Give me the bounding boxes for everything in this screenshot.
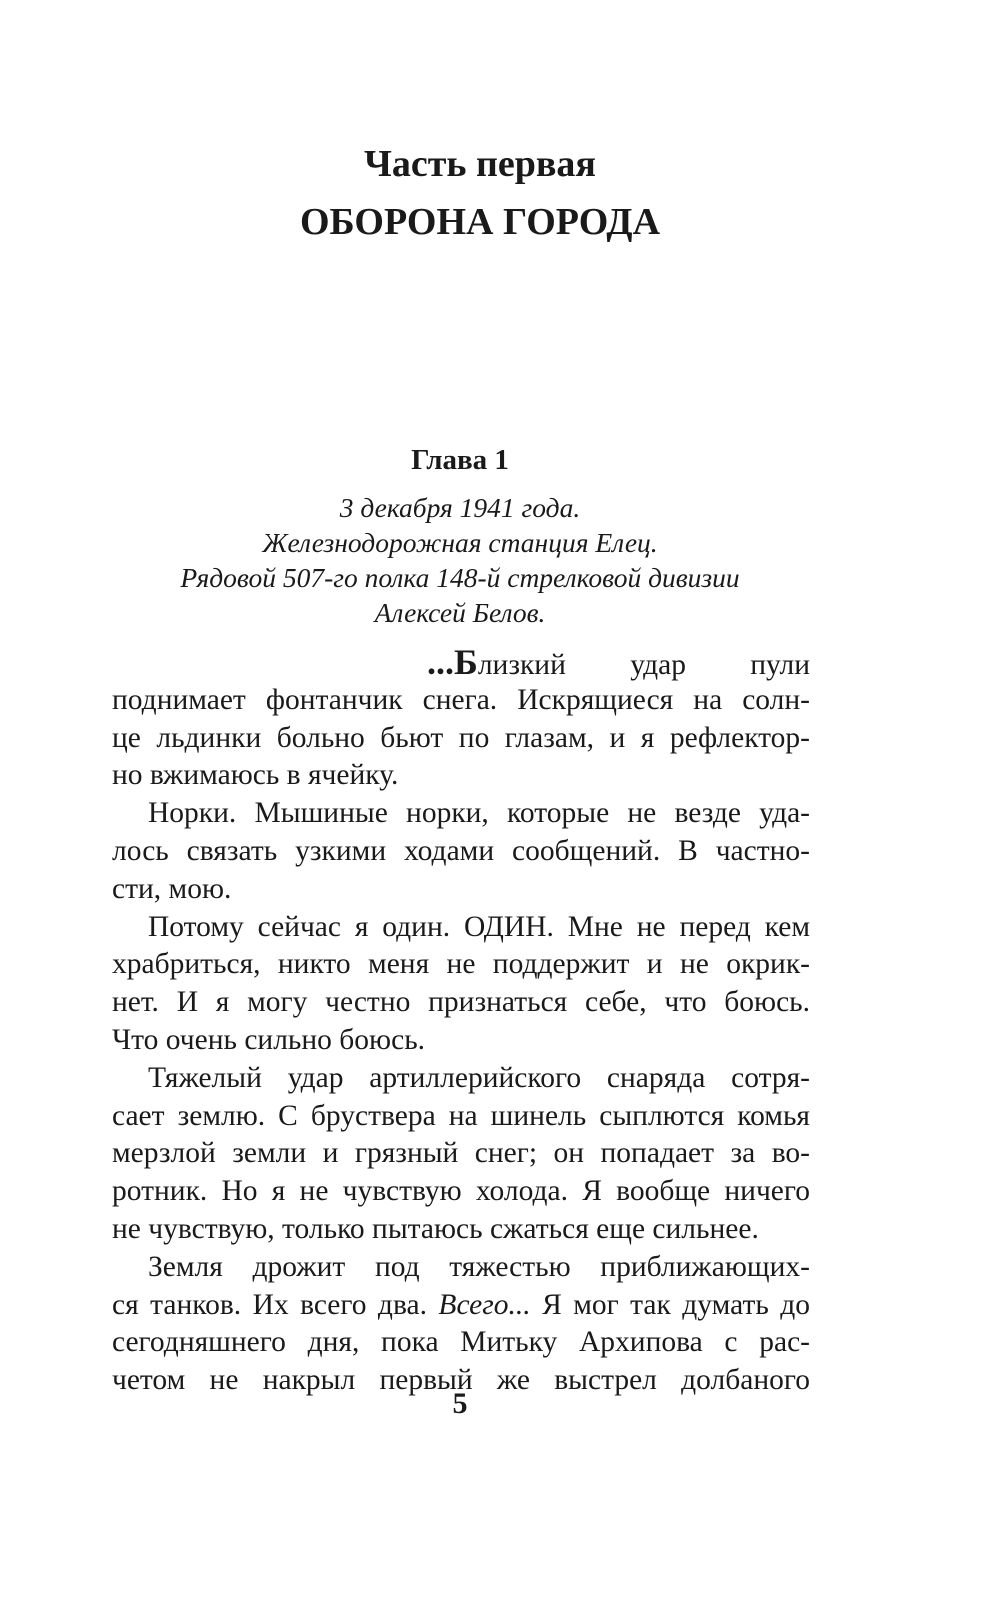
text-line: четом не накрыл первый же выстрел долбаного bbox=[112, 1364, 810, 1397]
text-line: сти, мою. bbox=[112, 872, 232, 905]
drop-letter: Б bbox=[454, 642, 478, 682]
chapter-title: Глава 1 bbox=[411, 444, 509, 476]
text-line: не чувствую, только пытаюсь сжаться еще сильнее. bbox=[112, 1212, 759, 1245]
text-line bbox=[112, 644, 810, 682]
text-line: це льдинки больно бьют по глазам, и я рефлектор- bbox=[112, 721, 810, 754]
part-subtitle: ОБОРОНА ГОРОДА bbox=[299, 201, 661, 243]
text-line: Потому сейчас я один. ОДИН. Мне не перед кем bbox=[148, 910, 810, 943]
text-line: поднимает фонтанчик снега. Искрящиеся на солн- bbox=[112, 683, 810, 716]
text-line: Норки. Мышиные норки, которые не везде уда- bbox=[148, 797, 810, 830]
part-title: Часть первая bbox=[364, 143, 596, 185]
epigraph-line: Железнодорожная станция Елец. bbox=[262, 527, 658, 558]
text-line: мерзлой земли и грязный снег; он попадает за во- bbox=[112, 1137, 810, 1170]
text-line: храбриться, никто меня не поддержит и не окрик- bbox=[112, 948, 810, 981]
epigraph-line: Алексей Белов. bbox=[374, 597, 546, 628]
text-line: Тяжелый удар артиллерийского снаряда сотря- bbox=[148, 1061, 810, 1094]
text-line-part: ся танков. Их всего два. bbox=[112, 1288, 427, 1321]
text-line: сает землю. С бруствера на шинель сыплются комья bbox=[112, 1099, 810, 1132]
text-line: лось связать узкими ходами сообщений. В частно- bbox=[112, 834, 810, 867]
italic-word: Всего... bbox=[438, 1288, 531, 1321]
text-line: Земля дрожит под тяжестью приближающих- bbox=[148, 1250, 810, 1283]
text-line-part: Я мог так думать до bbox=[542, 1288, 811, 1321]
text-line: Что очень сильно боюсь. bbox=[112, 1023, 426, 1056]
text-line-content: лизкий удар пули bbox=[477, 649, 810, 681]
text-line: ротник. Но я не чувствую холода. Я вообще ничего bbox=[112, 1175, 810, 1208]
page-number: 5 bbox=[452, 1387, 468, 1420]
body-text bbox=[112, 644, 810, 1400]
chapter-epigraph bbox=[112, 490, 808, 630]
text-line: но вжимаюсь в ячейку. bbox=[112, 759, 399, 792]
opening-ellipsis: ... bbox=[427, 642, 454, 682]
epigraph-line: 3 декабря 1941 года. bbox=[339, 492, 581, 523]
text-line bbox=[112, 1287, 810, 1325]
text-line: нет. И я могу честно признаться себе, что боюсь. bbox=[112, 986, 810, 1019]
text-line: сегодняшнего дня, пока Митьку Архипова с рас- bbox=[112, 1326, 810, 1359]
epigraph-line: Рядовой 507-го полка 148-й стрелковой дивизии bbox=[180, 562, 740, 593]
